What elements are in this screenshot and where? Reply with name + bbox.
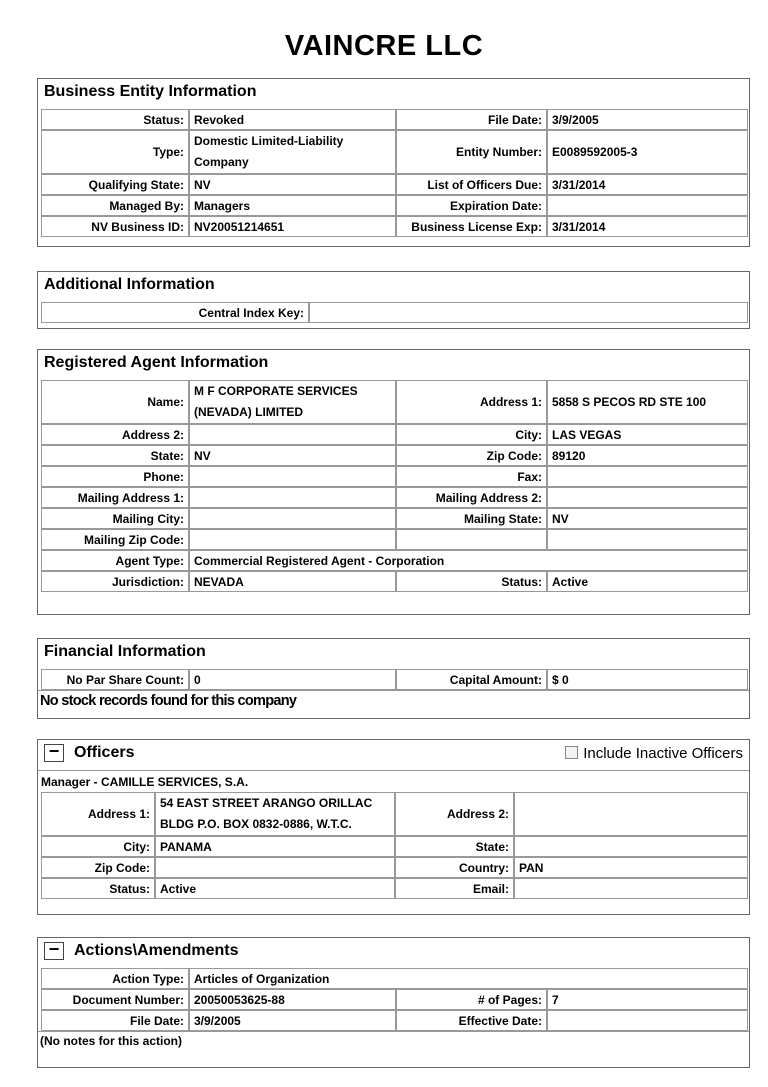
include-inactive-officers[interactable] [565, 745, 743, 762]
empty-cell [396, 529, 547, 550]
officer-address1-line-2: BLDG P.O. BOX 0832-0886, W.T.C. [160, 817, 352, 831]
action-type-label: Action Type: [41, 968, 189, 989]
agent-fax-label: Fax: [396, 466, 547, 487]
status-label: Status: [41, 109, 189, 130]
officer-state-label: State: [395, 836, 514, 857]
registered-agent-heading: Registered Agent Information [44, 354, 269, 371]
officer-address2-label: Address 2: [395, 792, 514, 836]
action-file-date-value: 3/9/2005 [189, 1010, 396, 1031]
agent-status-label: Status: [396, 571, 547, 592]
officers-panel [37, 739, 750, 915]
no-par-share-count-label: No Par Share Count: [41, 669, 189, 690]
officer-zip-value [155, 857, 395, 878]
officer-table [41, 792, 748, 899]
file-date-label: File Date: [396, 109, 547, 130]
no-stock-message: No stock records found for this company [38, 690, 749, 711]
agent-phone-value [189, 466, 396, 487]
officer-address2-value [514, 792, 748, 836]
nv-business-id-label: NV Business ID: [41, 216, 189, 237]
effective-date-label: Effective Date: [396, 1010, 547, 1031]
list-due-label: List of Officers Due: [396, 174, 547, 195]
pages-value: 7 [547, 989, 748, 1010]
officer-city-label: City: [41, 836, 155, 857]
officers-header [38, 740, 749, 770]
agent-city-value: LAS VEGAS [547, 424, 748, 445]
actions-heading: Actions\Amendments [74, 942, 239, 960]
agent-address1-label: Address 1: [396, 380, 547, 424]
agent-mail-city-value [189, 508, 396, 529]
officers-heading: Officers [74, 744, 135, 762]
cik-value [309, 302, 748, 323]
officer-address1-line-1: 54 EAST STREET ARANGO ORILLAC [160, 796, 373, 810]
capital-amount-label: Capital Amount: [396, 669, 547, 690]
agent-name-label: Name: [41, 380, 189, 424]
officer-address1-label: Address 1: [41, 792, 155, 836]
additional-info-heading: Additional Information [44, 276, 215, 293]
officer-address1-value [155, 792, 395, 836]
business-entity-heading: Business Entity Information [44, 83, 257, 100]
officer-zip-label: Zip Code: [41, 857, 155, 878]
agent-mail-state-label: Mailing State: [396, 508, 547, 529]
financial-table [41, 669, 748, 690]
license-exp-label: Business License Exp: [396, 216, 547, 237]
expiration-label: Expiration Date: [396, 195, 547, 216]
agent-zip-value: 89120 [547, 445, 748, 466]
collapse-actions-button[interactable]: − [44, 942, 64, 960]
agent-mail-zip-value [189, 529, 396, 550]
registered-agent-table [41, 380, 748, 592]
no-par-share-count-value: 0 [189, 669, 396, 690]
agent-name-value [189, 380, 396, 424]
business-entity-table [41, 109, 748, 237]
type-label: Type: [41, 130, 189, 174]
officer-country-value: PAN [514, 857, 748, 878]
agent-address2-label: Address 2: [41, 424, 189, 445]
cik-label: Central Index Key: [41, 302, 309, 323]
actions-header [38, 938, 749, 968]
additional-info-panel [37, 271, 750, 329]
agent-name-line-1: M F CORPORATE SERVICES [194, 384, 358, 398]
agent-mail1-label: Mailing Address 1: [41, 487, 189, 508]
agent-mail2-label: Mailing Address 2: [396, 487, 547, 508]
agent-mail-city-label: Mailing City: [41, 508, 189, 529]
officer-email-value [514, 878, 748, 899]
type-line-2: Company [194, 155, 249, 169]
officer-title: Manager - CAMILLE SERVICES, S.A. [38, 770, 749, 792]
agent-jurisdiction-label: Jurisdiction: [41, 571, 189, 592]
agent-address2-value [189, 424, 396, 445]
type-value [189, 130, 396, 174]
agent-name-line-2: (NEVADA) LIMITED [194, 405, 304, 419]
include-inactive-checkbox[interactable] [565, 746, 578, 759]
document-number-label: Document Number: [41, 989, 189, 1010]
type-line-1: Domestic Limited-Liability [194, 134, 344, 148]
financial-panel [37, 638, 750, 719]
capital-amount-value: $ 0 [547, 669, 748, 690]
agent-address1-value: 5858 S PECOS RD STE 100 [547, 380, 748, 424]
action-notes: (No notes for this action) [38, 1031, 749, 1050]
file-date-value: 3/9/2005 [547, 109, 748, 130]
qualifying-state-value: NV [189, 174, 396, 195]
entity-number-label: Entity Number: [396, 130, 547, 174]
agent-jurisdiction-value: NEVADA [189, 571, 396, 592]
agent-status-value: Active [547, 571, 748, 592]
expiration-value [547, 195, 748, 216]
status-value: Revoked [189, 109, 396, 130]
officer-state-value [514, 836, 748, 857]
list-due-value: 3/31/2014 [547, 174, 748, 195]
agent-mail1-value [189, 487, 396, 508]
additional-info-table [41, 302, 748, 323]
officer-city-value: PANAMA [155, 836, 395, 857]
managed-by-value: Managers [189, 195, 396, 216]
agent-mail-state-value: NV [547, 508, 748, 529]
action-file-date-label: File Date: [41, 1010, 189, 1031]
registered-agent-panel [37, 349, 750, 615]
officer-email-label: Email: [395, 878, 514, 899]
agent-state-label: State: [41, 445, 189, 466]
agent-type-label: Agent Type: [41, 550, 189, 571]
agent-fax-value [547, 466, 748, 487]
agent-city-label: City: [396, 424, 547, 445]
agent-mail2-value [547, 487, 748, 508]
qualifying-state-label: Qualifying State: [41, 174, 189, 195]
nv-business-id-value: NV20051214651 [189, 216, 396, 237]
business-entity-panel [37, 78, 750, 247]
include-inactive-label: Include Inactive Officers [583, 745, 743, 762]
agent-zip-label: Zip Code: [396, 445, 547, 466]
officer-country-label: Country: [395, 857, 514, 878]
actions-table [41, 968, 748, 1031]
collapse-officers-button[interactable]: − [44, 744, 64, 762]
agent-mail-zip-label: Mailing Zip Code: [41, 529, 189, 550]
agent-state-value: NV [189, 445, 396, 466]
entity-number-value: E0089592005-3 [547, 130, 748, 174]
empty-cell [547, 529, 748, 550]
action-type-value: Articles of Organization [189, 968, 748, 989]
document-number-value: 20050053625-88 [189, 989, 396, 1010]
effective-date-value [547, 1010, 748, 1031]
license-exp-value: 3/31/2014 [547, 216, 748, 237]
page-title: VAINCRE LLC [284, 30, 484, 62]
pages-label: # of Pages: [396, 989, 547, 1010]
financial-heading: Financial Information [44, 643, 206, 660]
agent-type-value: Commercial Registered Agent - Corporation [189, 550, 748, 571]
officer-status-value: Active [155, 878, 395, 899]
officer-status-label: Status: [41, 878, 155, 899]
agent-phone-label: Phone: [41, 466, 189, 487]
actions-panel [37, 937, 750, 1068]
managed-by-label: Managed By: [41, 195, 189, 216]
